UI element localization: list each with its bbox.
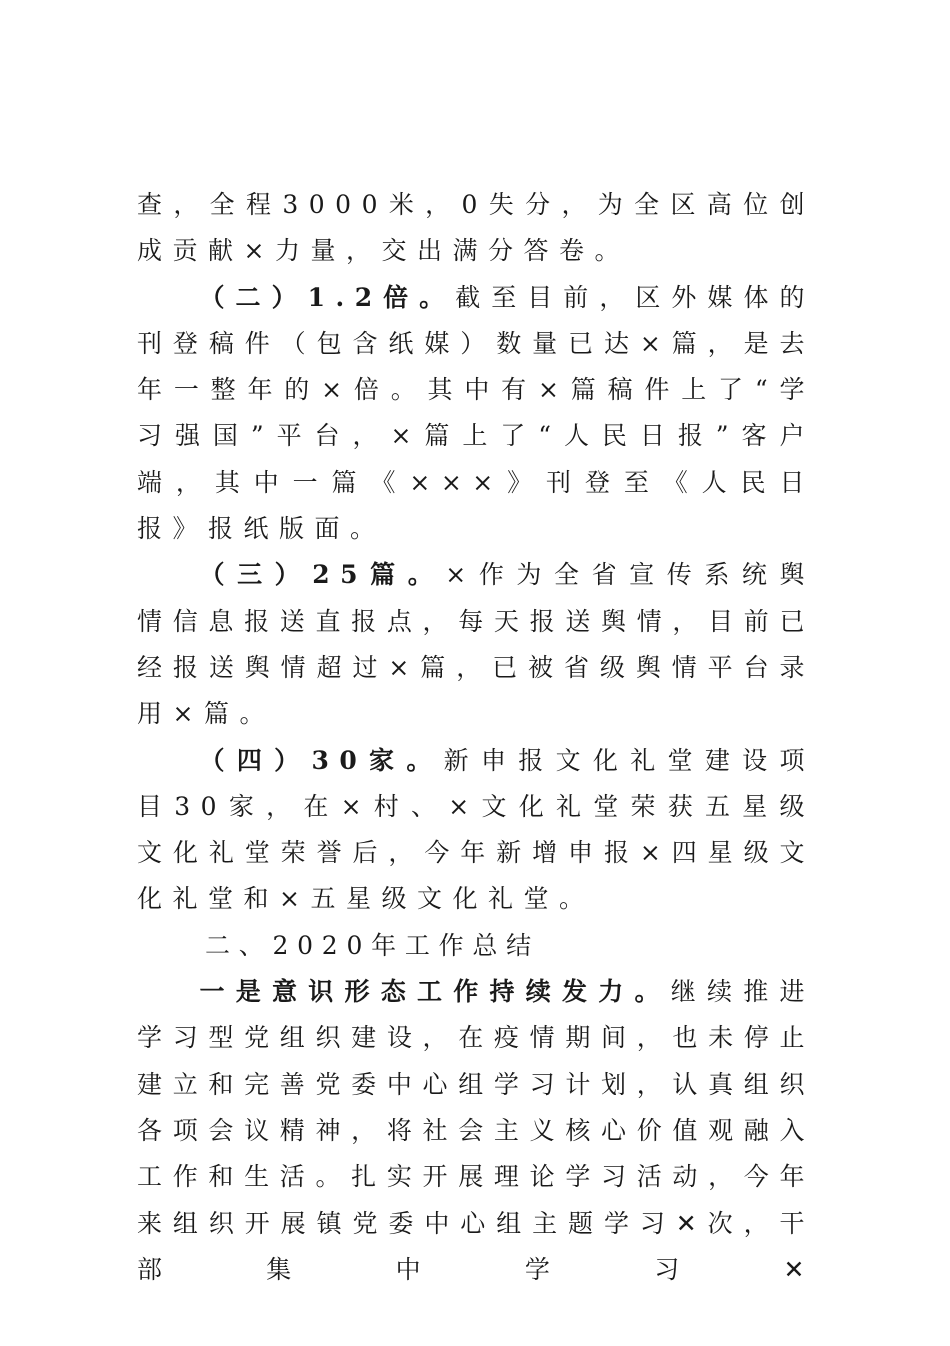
paragraph-lead: （四）30家。 — [199, 745, 444, 775]
paragraph-ideology-work — [137, 969, 815, 1293]
paragraph-text: 截至目前，区外媒体的刊登稿件（包含纸媒）数量已达×篇，是去年一整年的×倍。其中有×篇稿件上了“学习强国”平台，×篇上了“人民日报”客户端，其中一篇《×××》刊登至《人民日报》报纸版面。 — [137, 282, 815, 544]
document-body — [137, 182, 815, 1293]
paragraph-lead: （三）25篇。 — [199, 560, 446, 590]
paragraph-text: ×作为全省宣传系统舆情信息报送直报点，每天报送舆情，目前已经报送舆情超过×篇，已被省级舆情平台录用×篇。 — [137, 560, 815, 729]
section-heading: 二、2020年工作总结 — [205, 930, 540, 960]
paragraph-media-coverage — [137, 275, 815, 553]
paragraph-text: 查，全程3000米，0失分，为全区高位创成贡献×力量，交出满分答卷。 — [137, 190, 815, 266]
paragraph-lead: （二）1.2倍。 — [199, 282, 456, 312]
paragraph-continuation — [137, 182, 815, 275]
paragraph-cultural-halls — [137, 738, 815, 923]
paragraph-text: 新申报文化礼堂建设项目30家，在×村、×文化礼堂荣获五星级文化礼堂荣誉后，今年新增申报×四星级文化礼堂和×五星级文化礼堂。 — [137, 745, 815, 914]
paragraph-text: 继续推进学习型党组织建设，在疫情期间，也未停止建立和完善党委中心组学习计划，认真组织各项会议精神，将社会主义核心价值观融入工作和生活。扎实开展理论学习活动，今年来组织开展镇党委中心组主题学习✕次，干部集中学习✕ — [137, 977, 815, 1284]
paragraph-public-opinion — [137, 552, 815, 737]
paragraph-lead: 一是意识形态工作持续发力。 — [199, 977, 671, 1007]
